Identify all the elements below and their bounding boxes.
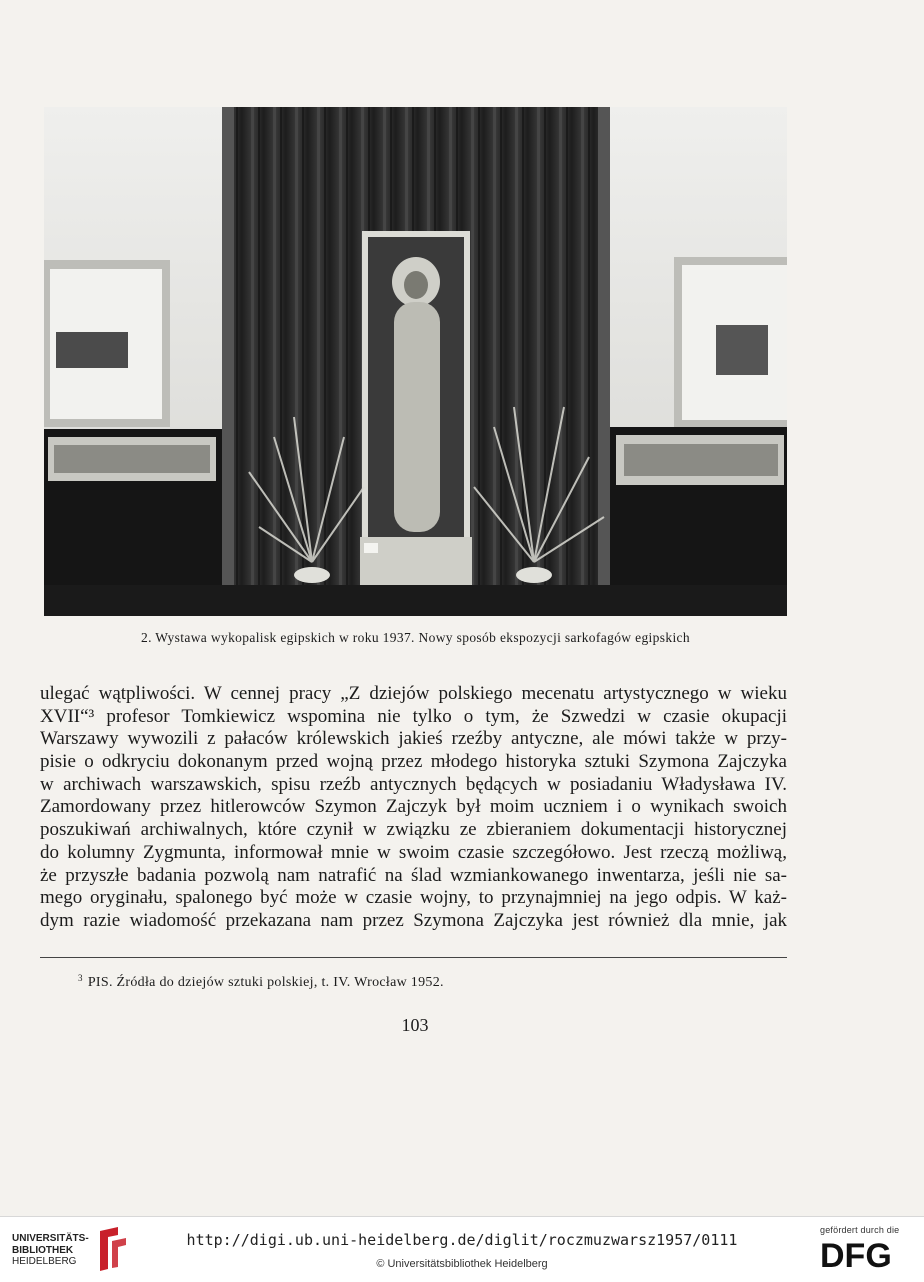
photo-illustration (44, 107, 787, 616)
page-number: 103 (401, 1015, 429, 1035)
body-line: Zamordowany przez hitlerowców Szymon Zajczyk był moim uczniem i o wynikach swoich (40, 796, 787, 818)
dfg-logo-icon (820, 1237, 910, 1271)
body-line: poszukiwań archiwalnych, które czynił w związku ze zbieraniem dokumentacji historycznej (40, 819, 787, 841)
body-line: ulegać wątpliwości. W cennej pracy „Z dziejów polskiego mecenatu artystycznego w wieku (40, 683, 787, 704)
footnote-text: PIS. Źródła do dziejów sztuki polskiej, t. IV. Wrocław 1952. (87, 975, 444, 990)
exhibition-photo (44, 107, 787, 616)
body-line: mego oryginału, spalonego być może w czasie wojny, to przynajmniej na jego odpis. W każ- (40, 887, 787, 909)
dfg-logo-text: DFG (820, 1237, 892, 1271)
library-line-2: BIBLIOTHEK (12, 1244, 74, 1256)
footnote-divider (40, 957, 787, 958)
body-line: do kolumny Zygmunta, informował mnie w swoim czasie szczegółowo. Jest rzeczą możliwą, (40, 841, 787, 863)
footnote-marker: 3 (78, 973, 83, 983)
dfg-funding[interactable] (820, 1225, 920, 1276)
funded-by-label: gefördert durch die (820, 1225, 900, 1235)
body-line: w archiwach warszawskich, spisu rzeźb antycznych będących w posiadaniu Władysława IV. (40, 773, 787, 795)
footnote (78, 973, 444, 991)
figure-caption: 2. Wystawa wykopalisk egipskich w roku 1937. Nowy sposób ekspozycji sarkofagów egipskich (140, 630, 691, 645)
body-text (40, 683, 787, 933)
body-line: XVII“³ profesor Tomkiewicz wspomina nie tylko o tym, że Szwedzi w czasie okupacji (40, 705, 787, 727)
body-line: że przyszłe badania pozwolą nam natrafić na ślad wzmiankowanego inwentarza, jeśli nie sa- (40, 864, 787, 886)
body-line: pisie o odkryciu dokonanym przed wojną przez młodego historyka sztuki Szymona Zajczyka (40, 751, 787, 773)
copyright-notice: © Universitätsbibliothek Heidelberg (376, 1258, 548, 1270)
footer-bar (0, 1216, 924, 1282)
library-line-1: UNIVERSITÄTS- (12, 1233, 89, 1244)
library-line-3: HEIDELBERG (12, 1256, 77, 1267)
body-line: dym razie wiadomość przekazana nam przez Szymona Zajczyka jest również dla mnie, jak (40, 909, 787, 931)
body-line: Warszawy wywozili z pałaców królewskich jakieś rzeźby antyczne, ale mówi także w przy- (40, 728, 787, 750)
permalink-url[interactable]: http://digi.ub.uni-heidelberg.de/diglit/roczmuzwarsz1957/0111 (186, 1231, 738, 1249)
